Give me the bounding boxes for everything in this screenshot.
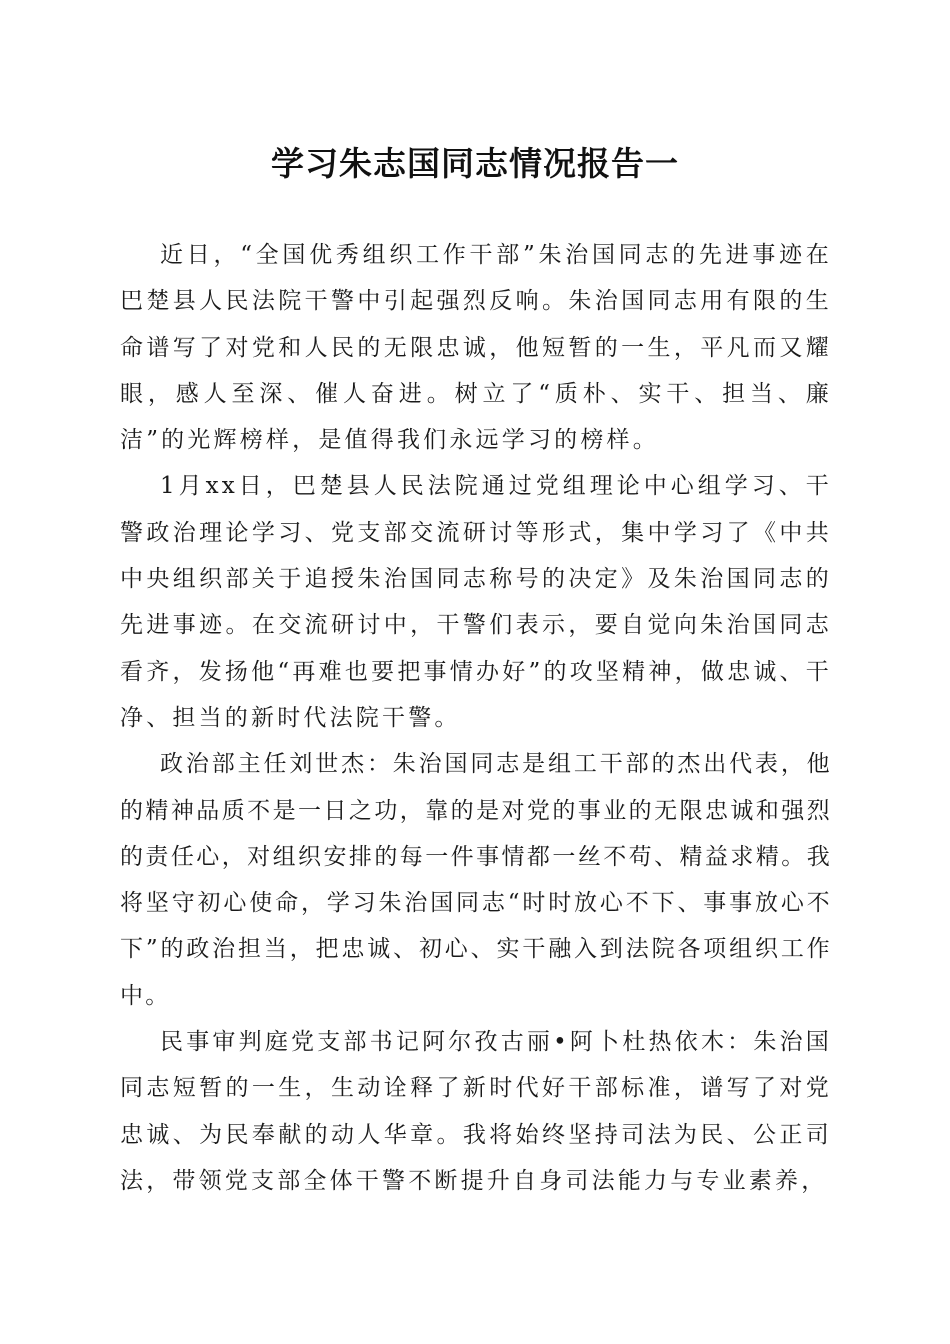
paragraph-1: 近日，“全国优秀组织工作干部”朱治国同志的先进事迹在巴楚县人民法院干警中引起强烈反响。朱治国同志用有限的生命谱写了对党和人民的无限忠诚，他短暂的一生，平凡而又耀眼，感人至深、催人奋进。树立了“质朴、实干、担当、廉洁”的光辉榜样，是值得我们永远学习的榜样。: [120, 242, 832, 454]
paragraph-2: 1月xx日，巴楚县人民法院通过党组理论中心组学习、干警政治理论学习、党支部交流研讨等形式，集中学习了《中共中央组织部关于追授朱治国同志称号的决定》及朱治国同志的先进事迹。在交流研讨中，干警们表示，要自觉向朱治国同志看齐，发扬他“再难也要把事情办好”的攻坚精神，做忠诚、干净、担当的新时代法院干警。: [120, 473, 832, 731]
document-body: [120, 232, 832, 1204]
paragraph-4: 民事审判庭党支部书记阿尔孜古丽•阿卜杜热依木：朱治国同志短暂的一生，生动诠释了新时代好干部标准，谱写了对党忠诚、为民奉献的动人华章。我将始终坚持司法为民、公正司法，带领党支部全体干警不断提升自身司法能力与专业素养，: [120, 1029, 832, 1194]
document-title: 学习朱志国同志情况报告一: [271, 144, 679, 183]
paragraph-3: 政治部主任刘世杰：朱治国同志是组工干部的杰出代表，他的精神品质不是一日之功，靠的是对党的事业的无限忠诚和强烈的责任心，对组织安排的每一件事情都一丝不苟、精益求精。我将坚守初心使命，学习朱治国同志“时时放心不下、事事放心不下”的政治担当，把忠诚、初心、实干融入到法院各项组织工作中。: [120, 751, 832, 1009]
